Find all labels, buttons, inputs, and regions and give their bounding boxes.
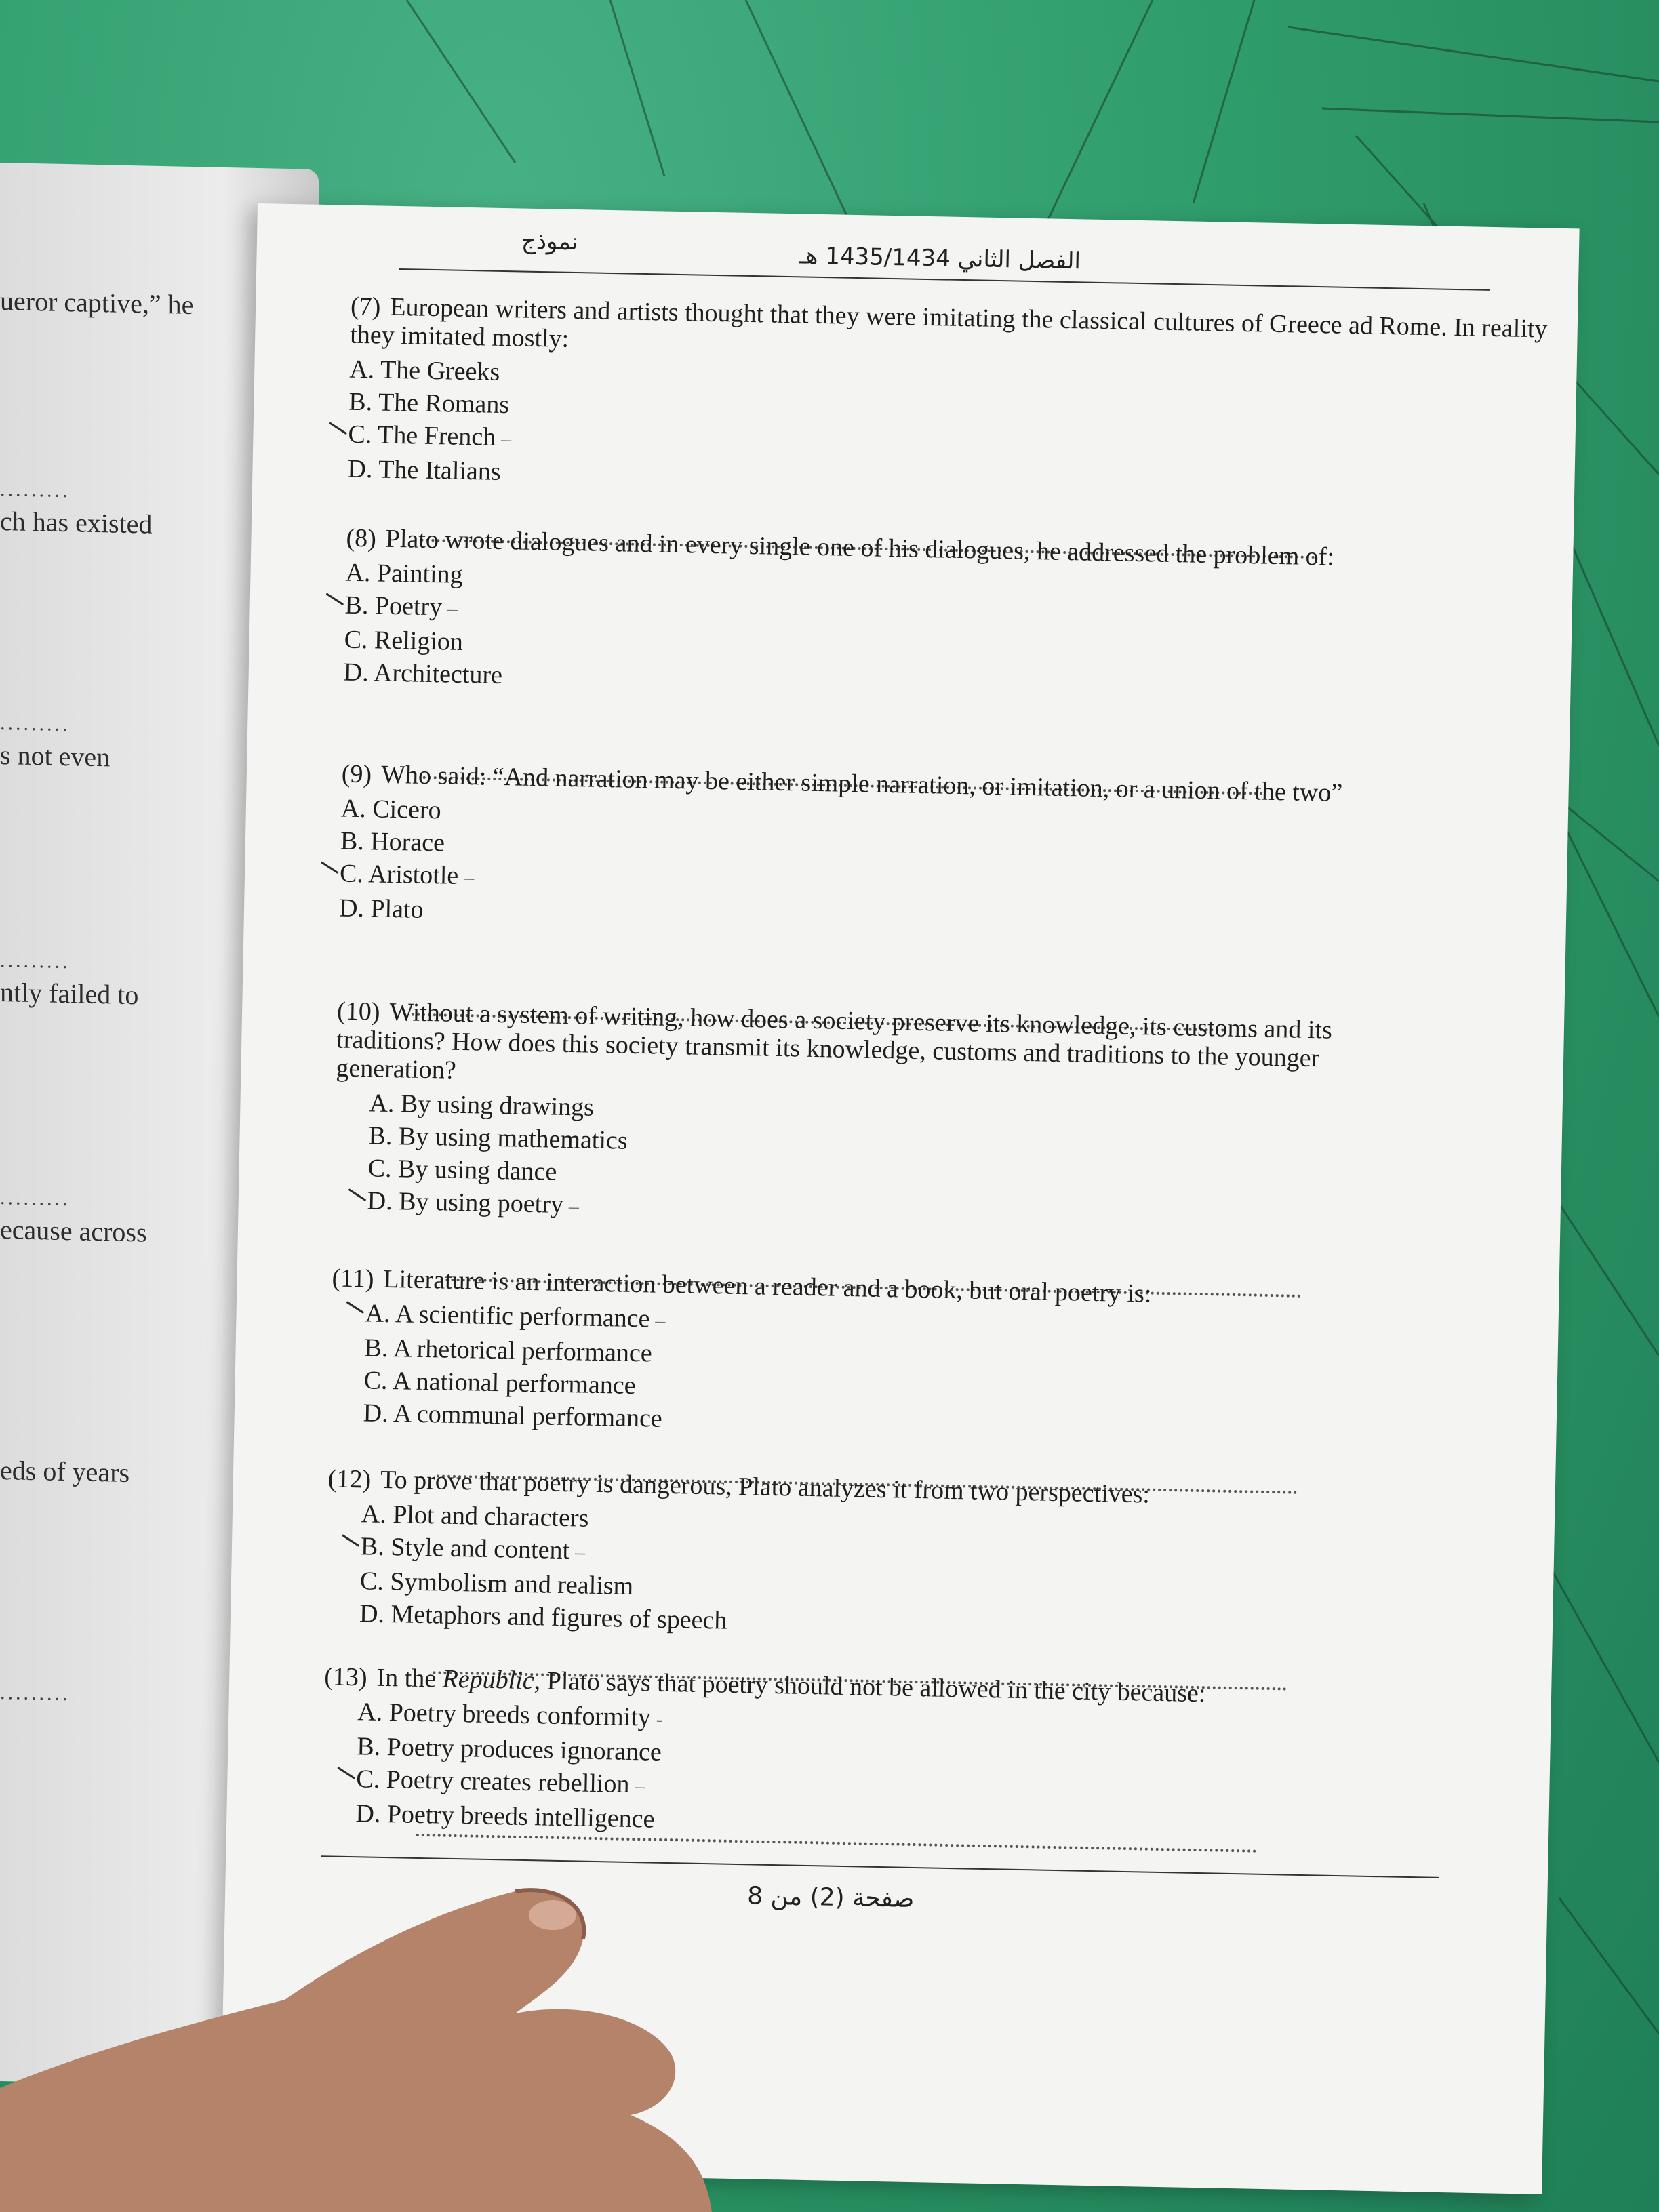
dash-mark-icon: –	[655, 1309, 666, 1332]
check-mark-icon	[317, 860, 340, 881]
option-label: B. By using mathematics	[368, 1121, 628, 1155]
question-10	[333, 997, 1395, 1239]
left-page-fragment: ntly failed to	[0, 977, 139, 1011]
option-label: C. By using dance	[367, 1154, 557, 1186]
question-number: (11)	[332, 1264, 374, 1293]
option-label: D. Metaphors and figures of speech	[359, 1599, 727, 1635]
option-label: B. A rhetorical performance	[364, 1333, 653, 1368]
option-label: A. Cicero	[340, 794, 441, 825]
question-7	[347, 292, 1571, 509]
page-number: صفحة (2) من 8	[746, 1882, 915, 1914]
left-page-dots: .........	[0, 712, 71, 736]
hand-shape	[0, 1890, 712, 2212]
check-mark-icon	[342, 1300, 365, 1321]
option-label: A. By using drawings	[369, 1089, 595, 1122]
option-label: D. The Italians	[347, 454, 502, 486]
question-12	[325, 1464, 1548, 1653]
question-number: (13)	[323, 1662, 368, 1692]
left-page-fragment: ueror captive,” he	[0, 285, 194, 320]
check-mark-icon	[325, 420, 348, 441]
option-label: A. Plot and characters	[361, 1500, 589, 1533]
options-list	[339, 792, 1561, 948]
question-body: European writers and artists thought that they were imitating the classical cultures of Greece ad Rome. In reality they imitated mostly:	[349, 292, 1548, 353]
dash-mark-icon: –	[447, 597, 458, 620]
option-label: D. By using poetry	[367, 1186, 564, 1219]
question-body: Without a system of writing, how does a society preserve its knowledge, its customs and its traditions? How does this society transmit its knowledge, customs and traditions to the younger generation?	[336, 997, 1333, 1085]
left-page-dots: .........	[0, 1681, 71, 1706]
footer-rule	[321, 1855, 1439, 1878]
left-page-dots: .........	[0, 1186, 71, 1211]
question-number: (12)	[327, 1464, 372, 1494]
dash-mark-icon: –	[574, 1541, 586, 1564]
left-page-dots: .........	[0, 949, 71, 973]
option-label: C. Religion	[344, 625, 464, 656]
option-label: B. The Romans	[348, 387, 510, 420]
dash-mark-icon: –	[500, 427, 512, 451]
option-label: C. Aristotle	[339, 859, 459, 890]
option-label: A. A scientific performance	[365, 1299, 650, 1333]
question-body: Plato wrote dialogues and in every single one of his dialogues, he addressed the problem of:	[385, 524, 1335, 571]
question-13	[321, 1662, 1544, 1853]
check-mark-icon	[344, 1187, 368, 1208]
left-page-fragment: ch has existed	[0, 506, 153, 540]
left-page-dots: .........	[0, 478, 71, 502]
question-8	[343, 524, 1566, 712]
option-label: C. A national performance	[363, 1366, 637, 1401]
options-list	[347, 353, 1570, 509]
option-label: A. Poetry breeds conformity	[357, 1697, 652, 1732]
option-label: C. The French	[348, 420, 496, 451]
left-page-fragment: s not even	[0, 740, 111, 773]
option-label: D. Architecture	[343, 658, 503, 690]
option-label: B. Style and content	[360, 1532, 570, 1565]
thumbnail-shape	[529, 1900, 576, 1930]
question-number: (8)	[346, 523, 377, 553]
dash-mark-icon: -	[656, 1708, 664, 1731]
question-9	[339, 760, 1562, 948]
question-number: (7)	[350, 291, 381, 321]
option-label: C. Poetry creates rebellion	[356, 1765, 630, 1798]
option-label: B. Horace	[340, 826, 445, 858]
option-label: A. The Greeks	[348, 355, 500, 386]
question-body: , Plato says that poetry should not be allowed in the city because:	[534, 1666, 1206, 1708]
options-list	[367, 1087, 1393, 1239]
dash-mark-icon: –	[463, 866, 475, 889]
question-body: Who said: “And narration may be either simple narration, or imitation, or a union of the two”	[380, 760, 1343, 807]
header-semester-label: الفصل الثاني 1435/1434 هـ	[799, 242, 1081, 275]
question-11	[329, 1264, 1552, 1452]
option-label: D. A communal performance	[363, 1399, 663, 1433]
question-number: (10)	[336, 997, 380, 1026]
question-body: Literature is an interaction between a reader and a book, but oral poetry is:	[383, 1264, 1152, 1308]
dash-mark-icon: –	[568, 1195, 580, 1218]
left-page-fragment: eds of years	[0, 1455, 130, 1489]
option-label: D. Plato	[338, 893, 424, 924]
option-label: D. Poetry breeds intelligence	[355, 1799, 655, 1834]
question-italic-title: Republic	[442, 1664, 535, 1695]
option-label: B. Poetry produces ignorance	[356, 1732, 662, 1767]
check-mark-icon	[321, 591, 345, 612]
check-mark-icon	[333, 1765, 357, 1786]
options-list	[363, 1297, 1551, 1452]
hand-image	[0, 1885, 814, 2212]
option-label: C. Symbolism and realism	[359, 1567, 634, 1601]
option-label: A. Painting	[345, 558, 464, 589]
question-text	[336, 997, 1395, 1102]
left-page-fragment: ecause across	[0, 1214, 147, 1248]
question-number: (9)	[341, 759, 372, 789]
options-list	[359, 1497, 1548, 1653]
question-body: To prove that poetry is dangerous, Plato analyzes it from two perspectives:	[380, 1465, 1151, 1509]
check-mark-icon	[338, 1533, 361, 1554]
dash-mark-icon: –	[635, 1775, 645, 1798]
header-model-label: نموذج	[521, 227, 579, 256]
question-body: In the	[376, 1663, 443, 1693]
options-list	[355, 1695, 1544, 1853]
option-label: B. Poetry	[344, 590, 443, 622]
options-list	[343, 557, 1565, 712]
